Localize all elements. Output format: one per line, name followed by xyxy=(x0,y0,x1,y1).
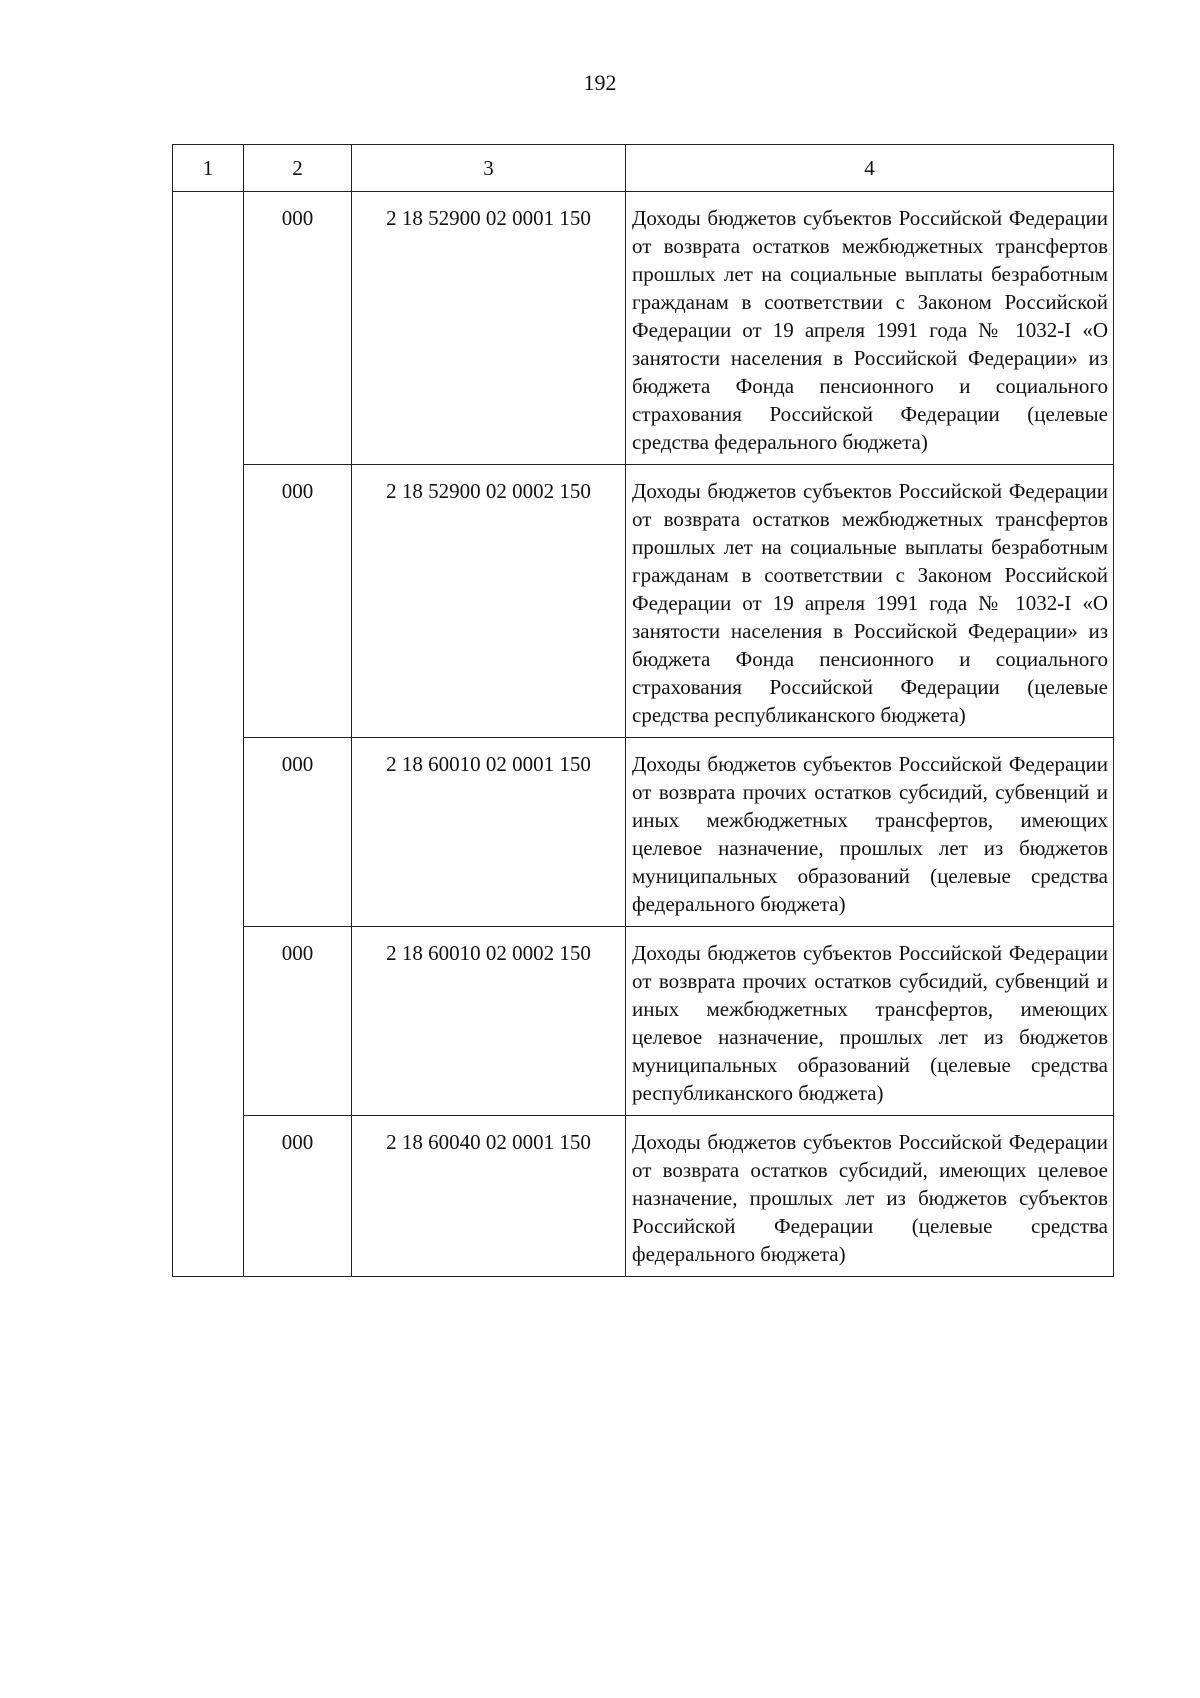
header-col-4: 4 xyxy=(626,145,1114,192)
budget-classification-table xyxy=(172,144,1114,1277)
kbk-code-cell: 2 18 52900 02 0002 150 xyxy=(352,465,626,738)
kbk-code-cell: 2 18 60010 02 0002 150 xyxy=(352,927,626,1116)
admin-code-cell: 000 xyxy=(244,1116,352,1277)
description-cell: Доходы бюджетов субъектов Российской Федерации от возврата остатков субсидий, имеющих целевое назначение, прошлых лет из бюджетов субъектов Российской Федерации (целевые средства федерального бюджета) xyxy=(626,1116,1114,1277)
table-header xyxy=(173,145,1114,192)
description-cell: Доходы бюджетов субъектов Российской Федерации от возврата остатков межбюджетных трансфертов прошлых лет на социальные выплаты безработным гражданам в соответствии с Законом Российской Федерации от 19 апреля 1991 года № 1032-I «О занятости населения в Российской Федерации» из бюджета Фонда пенсионного и социального страхования Российской Федерации (целевые средства федерального бюджета) xyxy=(626,192,1114,465)
header-row xyxy=(173,145,1114,192)
header-col-3: 3 xyxy=(352,145,626,192)
admin-code-cell: 000 xyxy=(244,738,352,927)
empty-first-column-cell xyxy=(173,192,244,1277)
table-row xyxy=(173,192,1114,465)
kbk-code-cell: 2 18 52900 02 0001 150 xyxy=(352,192,626,465)
admin-code-cell: 000 xyxy=(244,465,352,738)
page-number: 192 xyxy=(583,70,617,95)
table-row xyxy=(173,738,1114,927)
description-cell: Доходы бюджетов субъектов Российской Федерации от возврата остатков межбюджетных трансфертов прошлых лет на социальные выплаты безработным гражданам в соответствии с Законом Российской Федерации от 19 апреля 1991 года № 1032-I «О занятости населения в Российской Федерации» из бюджета Фонда пенсионного и социального страхования Российской Федерации (целевые средства республиканского бюджета) xyxy=(626,465,1114,738)
admin-code-cell: 000 xyxy=(244,927,352,1116)
description-cell: Доходы бюджетов субъектов Российской Федерации от возврата прочих остатков субсидий, субвенций и иных межбюджетных трансфертов, имеющих целевое назначение, прошлых лет из бюджетов муниципальных образований (целевые средства федерального бюджета) xyxy=(626,738,1114,927)
description-cell: Доходы бюджетов субъектов Российской Федерации от возврата прочих остатков субсидий, субвенций и иных межбюджетных трансфертов, имеющих целевое назначение, прошлых лет из бюджетов муниципальных образований (целевые средства республиканского бюджета) xyxy=(626,927,1114,1116)
table-row xyxy=(173,465,1114,738)
kbk-code-cell: 2 18 60040 02 0001 150 xyxy=(352,1116,626,1277)
table-row xyxy=(173,927,1114,1116)
header-col-1: 1 xyxy=(173,145,244,192)
kbk-code-cell: 2 18 60010 02 0001 150 xyxy=(352,738,626,927)
admin-code-cell: 000 xyxy=(244,192,352,465)
table-body xyxy=(173,192,1114,1277)
header-col-2: 2 xyxy=(244,145,352,192)
table-row xyxy=(173,1116,1114,1277)
